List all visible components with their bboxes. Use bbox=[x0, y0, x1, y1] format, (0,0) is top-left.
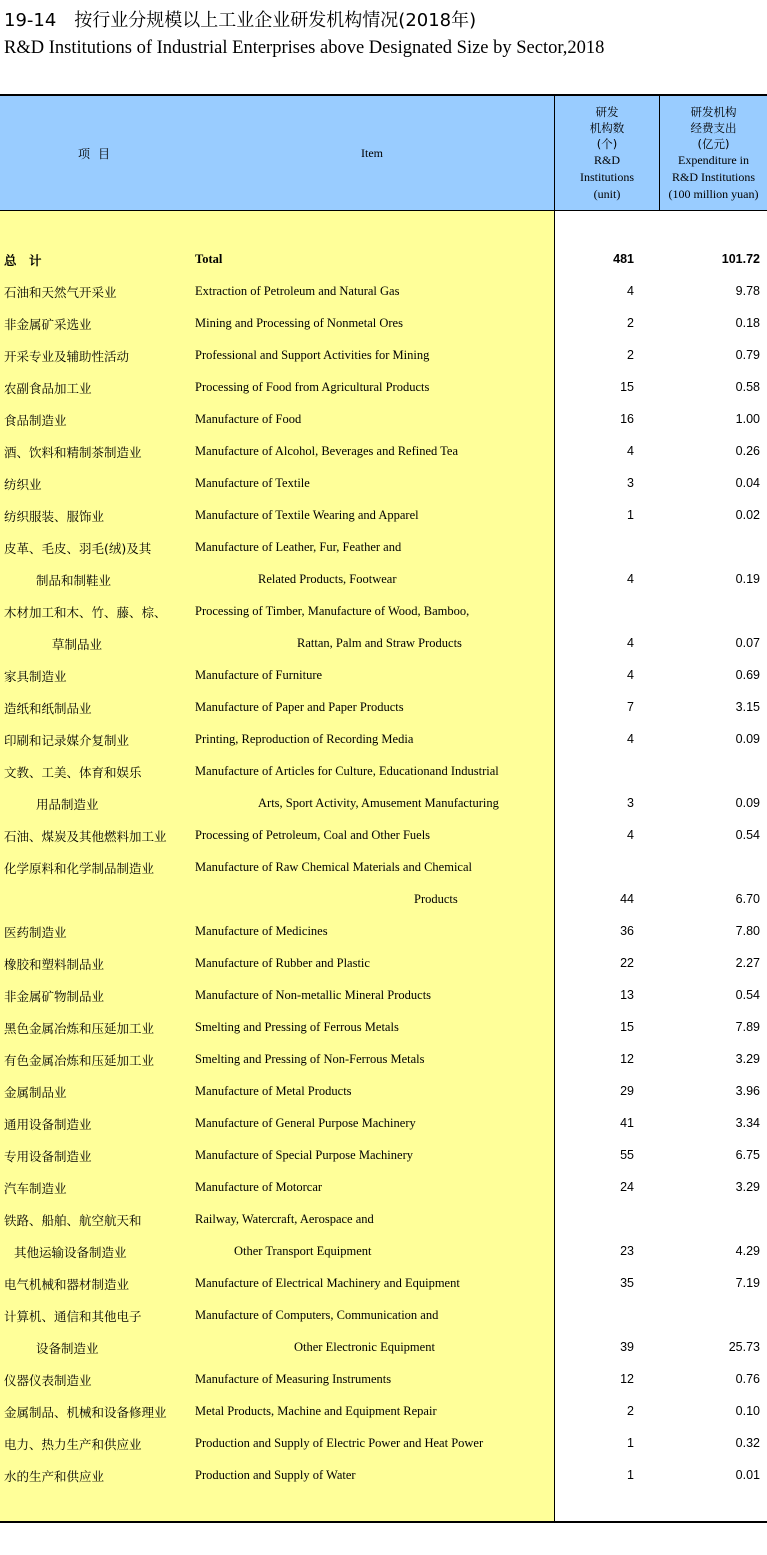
row-label-en: Manufacture of Textile Wearing and Apparel bbox=[195, 508, 419, 522]
row-label-en: Other Transport Equipment bbox=[234, 1244, 372, 1258]
expenditure-value: 4.29 bbox=[735, 1244, 760, 1258]
expenditure-value: 0.07 bbox=[735, 636, 760, 650]
row-label-en: Processing of Petroleum, Coal and Other Fuels bbox=[195, 828, 431, 842]
institutions-value: 4 bbox=[627, 572, 634, 586]
row-label-zh: 黑色金属冶炼和压延加工业 bbox=[4, 1021, 155, 1036]
row-label-en: Printing, Reproduction of Recording Media bbox=[195, 732, 414, 746]
table-row bbox=[0, 1083, 767, 1103]
row-label-zh: 用品制造业 bbox=[36, 797, 99, 812]
table-row bbox=[0, 1275, 767, 1295]
table-row bbox=[0, 795, 767, 815]
expenditure-value: 25.73 bbox=[728, 1340, 760, 1354]
row-label-en: Manufacture of Food bbox=[195, 412, 302, 426]
expenditure-value: 3.15 bbox=[735, 700, 760, 714]
table-row bbox=[0, 667, 767, 687]
institutions-value: 55 bbox=[620, 1148, 634, 1162]
table-row bbox=[0, 603, 767, 623]
row-label-en: Manufacture of Leather, Fur, Feather and bbox=[195, 540, 402, 554]
row-label-en: Products bbox=[414, 892, 458, 906]
row-label-en: Related Products, Footwear bbox=[258, 572, 397, 586]
row-label-zh: 橡胶和塑料制品业 bbox=[4, 957, 105, 972]
table-row bbox=[0, 507, 767, 527]
institutions-value: 44 bbox=[620, 892, 634, 906]
row-label-en: Manufacture of Electrical Machinery and Equipment bbox=[195, 1276, 460, 1290]
header-col1-line: R&D bbox=[593, 153, 620, 167]
row-label-zh: 其他运输设备制造业 bbox=[14, 1245, 127, 1260]
table-row bbox=[0, 1371, 767, 1391]
institutions-value: 41 bbox=[620, 1116, 634, 1130]
table-row bbox=[0, 1115, 767, 1135]
row-label-en: Extraction of Petroleum and Natural Gas bbox=[195, 284, 400, 298]
institutions-value: 1 bbox=[627, 508, 634, 522]
expenditure-value: 0.10 bbox=[735, 1404, 760, 1418]
header-col1-line: 研发 bbox=[595, 105, 619, 119]
row-label-en: Manufacture of Metal Products bbox=[195, 1084, 352, 1098]
expenditure-value: 0.01 bbox=[735, 1468, 760, 1482]
row-label-zh: 设备制造业 bbox=[36, 1341, 99, 1356]
institutions-value: 4 bbox=[627, 732, 634, 746]
table-row bbox=[0, 1307, 767, 1327]
table-row bbox=[0, 891, 767, 911]
expenditure-value: 0.69 bbox=[735, 668, 760, 682]
table-row bbox=[0, 1211, 767, 1231]
row-label-zh: 水的生产和供应业 bbox=[4, 1469, 105, 1484]
header-col2-line: 经费支出 bbox=[690, 121, 737, 135]
institutions-value: 7 bbox=[627, 700, 634, 714]
expenditure-value: 3.96 bbox=[735, 1084, 760, 1098]
institutions-value: 481 bbox=[613, 252, 634, 266]
header-col1-line: 机构数 bbox=[589, 121, 625, 135]
expenditure-value: 0.54 bbox=[735, 828, 760, 842]
row-label-zh: 汽车制造业 bbox=[4, 1181, 67, 1196]
expenditure-value: 0.09 bbox=[735, 796, 760, 810]
expenditure-value: 7.89 bbox=[735, 1020, 760, 1034]
row-label-zh: 农副食品加工业 bbox=[4, 381, 92, 396]
table-row bbox=[0, 1403, 767, 1423]
row-label-en: Production and Supply of Water bbox=[195, 1468, 356, 1482]
row-label-zh: 纺织业 bbox=[4, 477, 42, 492]
row-label-zh: 化学原料和化学制品制造业 bbox=[4, 861, 155, 876]
header-expenditure bbox=[660, 104, 767, 203]
expenditure-value: 0.79 bbox=[735, 348, 760, 362]
expenditure-value: 101.72 bbox=[721, 252, 760, 266]
header-item-en: Item bbox=[361, 146, 383, 160]
institutions-value: 1 bbox=[627, 1468, 634, 1482]
row-label-en: Manufacture of Articles for Culture, Educationand Industrial bbox=[195, 764, 499, 778]
row-label-zh: 印刷和记录媒介复制业 bbox=[4, 733, 130, 748]
row-label-zh: 皮革、毛皮、羽毛(绒)及其 bbox=[4, 541, 152, 556]
header-col1-line: Institutions bbox=[579, 170, 634, 184]
row-label-zh: 造纸和纸制品业 bbox=[4, 701, 92, 716]
institutions-value: 2 bbox=[627, 1404, 634, 1418]
row-label-zh: 石油和天然气开采业 bbox=[4, 285, 117, 300]
institutions-value: 12 bbox=[620, 1052, 634, 1066]
institutions-value: 4 bbox=[627, 828, 634, 842]
row-label-en: Processing of Timber, Manufacture of Wood, Bamboo, bbox=[195, 604, 470, 618]
table-row bbox=[0, 539, 767, 559]
institutions-value: 16 bbox=[620, 412, 634, 426]
row-label-en: Manufacture of Rubber and Plastic bbox=[195, 956, 370, 970]
institutions-value: 3 bbox=[627, 796, 634, 810]
row-label-en: Total bbox=[195, 252, 223, 266]
header-col2-line: (100 million yuan) bbox=[668, 187, 759, 201]
row-label-en: Manufacture of Furniture bbox=[195, 668, 323, 682]
header-institutions bbox=[555, 104, 659, 203]
row-label-en: Railway, Watercraft, Aerospace and bbox=[195, 1212, 374, 1226]
row-label-zh: 电气机械和器材制造业 bbox=[4, 1277, 130, 1292]
row-label-en: Manufacture of Alcohol, Beverages and Refined Tea bbox=[195, 444, 459, 458]
row-label-zh: 仪器仪表制造业 bbox=[4, 1373, 92, 1388]
row-label-en: Smelting and Pressing of Non-Ferrous Metals bbox=[195, 1052, 425, 1066]
row-label-en: Manufacture of Medicines bbox=[195, 924, 328, 938]
table-row bbox=[0, 955, 767, 975]
table-row bbox=[0, 923, 767, 943]
table-row bbox=[0, 1147, 767, 1167]
expenditure-value: 0.02 bbox=[735, 508, 760, 522]
expenditure-value: 3.29 bbox=[735, 1052, 760, 1066]
header-col1-line: (unit) bbox=[593, 187, 621, 201]
row-label-zh: 通用设备制造业 bbox=[4, 1117, 92, 1132]
table-row bbox=[0, 251, 767, 271]
table-row bbox=[0, 379, 767, 399]
header-rule bbox=[0, 210, 767, 211]
expenditure-value: 6.75 bbox=[735, 1148, 760, 1162]
row-label-en: Manufacture of Measuring Instruments bbox=[195, 1372, 392, 1386]
header-item-zh: 项目 bbox=[78, 147, 119, 161]
row-label-zh: 金属制品业 bbox=[4, 1085, 67, 1100]
table-row bbox=[0, 1179, 767, 1199]
row-label-en: Manufacture of Motorcar bbox=[195, 1180, 323, 1194]
institutions-value: 15 bbox=[620, 1020, 634, 1034]
table-row bbox=[0, 475, 767, 495]
row-label-zh: 总 计 bbox=[4, 253, 42, 268]
row-label-zh: 开采专业及辅助性活动 bbox=[4, 349, 130, 364]
header-col2-line: 研发机构 bbox=[690, 105, 737, 119]
row-label-en: Processing of Food from Agricultural Products bbox=[195, 380, 430, 394]
row-label-zh: 铁路、船舶、航空航天和 bbox=[4, 1213, 142, 1228]
expenditure-value: 0.19 bbox=[735, 572, 760, 586]
institutions-value: 24 bbox=[620, 1180, 634, 1194]
row-label-en: Arts, Sport Activity, Amusement Manufacturing bbox=[258, 796, 499, 810]
row-label-en: Metal Products, Machine and Equipment Repair bbox=[195, 1404, 437, 1418]
expenditure-value: 3.34 bbox=[735, 1116, 760, 1130]
institutions-value: 36 bbox=[620, 924, 634, 938]
row-label-zh: 文教、工美、体育和娱乐 bbox=[4, 765, 142, 780]
row-label-zh: 食品制造业 bbox=[4, 413, 67, 428]
table-row bbox=[0, 443, 767, 463]
expenditure-value: 0.18 bbox=[735, 316, 760, 330]
row-label-zh: 金属制品、机械和设备修理业 bbox=[4, 1405, 167, 1420]
row-label-en: Manufacture of Non-metallic Mineral Products bbox=[195, 988, 432, 1002]
row-label-en: Professional and Support Activities for Mining bbox=[195, 348, 430, 362]
table-row bbox=[0, 1339, 767, 1359]
institutions-value: 35 bbox=[620, 1276, 634, 1290]
table-row bbox=[0, 571, 767, 591]
institutions-value: 1 bbox=[627, 1436, 634, 1450]
table-row bbox=[0, 699, 767, 719]
table-row bbox=[0, 411, 767, 431]
expenditure-value: 0.04 bbox=[735, 476, 760, 490]
institutions-value: 4 bbox=[627, 444, 634, 458]
row-label-zh: 石油、煤炭及其他燃料加工业 bbox=[4, 829, 167, 844]
expenditure-value: 7.80 bbox=[735, 924, 760, 938]
expenditure-value: 0.58 bbox=[735, 380, 760, 394]
table-row bbox=[0, 1243, 767, 1263]
expenditure-value: 9.78 bbox=[735, 284, 760, 298]
row-label-en: Production and Supply of Electric Power and Heat Power bbox=[195, 1436, 484, 1450]
expenditure-value: 1.00 bbox=[735, 412, 760, 426]
row-label-en: Other Electronic Equipment bbox=[294, 1340, 435, 1354]
institutions-value: 12 bbox=[620, 1372, 634, 1386]
row-label-zh: 酒、饮料和精制茶制造业 bbox=[4, 445, 142, 460]
table-row bbox=[0, 1051, 767, 1071]
row-label-zh: 制品和制鞋业 bbox=[36, 573, 112, 588]
expenditure-value: 7.19 bbox=[735, 1276, 760, 1290]
table-row bbox=[0, 283, 767, 303]
expenditure-value: 0.32 bbox=[735, 1436, 760, 1450]
institutions-value: 13 bbox=[620, 988, 634, 1002]
institutions-value: 2 bbox=[627, 316, 634, 330]
institutions-value: 4 bbox=[627, 636, 634, 650]
row-label-en: Manufacture of Computers, Communication and bbox=[195, 1308, 439, 1322]
institutions-value: 23 bbox=[620, 1244, 634, 1258]
table-row bbox=[0, 347, 767, 367]
table-row bbox=[0, 763, 767, 783]
institutions-value: 4 bbox=[627, 284, 634, 298]
row-label-en: Mining and Processing of Nonmetal Ores bbox=[195, 316, 403, 330]
expenditure-value: 0.54 bbox=[735, 988, 760, 1002]
table-row bbox=[0, 1435, 767, 1455]
table-row bbox=[0, 859, 767, 879]
row-label-zh: 电力、热力生产和供应业 bbox=[4, 1437, 142, 1452]
expenditure-value: 6.70 bbox=[735, 892, 760, 906]
row-label-en: Rattan, Palm and Straw Products bbox=[297, 636, 462, 650]
institutions-value: 4 bbox=[627, 668, 634, 682]
row-label-zh: 木材加工和木、竹、藤、棕、 bbox=[4, 605, 167, 620]
header-col2-line: (亿元) bbox=[697, 137, 730, 151]
institutions-value: 3 bbox=[627, 476, 634, 490]
row-label-en: Manufacture of Paper and Paper Products bbox=[195, 700, 404, 714]
table-title-zh: 19-14 按行业分规模以上工业企业研发机构情况(2018年) bbox=[4, 10, 477, 31]
row-label-en: Manufacture of Special Purpose Machinery bbox=[195, 1148, 413, 1162]
row-label-zh: 有色金属冶炼和压延加工业 bbox=[4, 1053, 155, 1068]
row-label-en: Manufacture of Textile bbox=[195, 476, 310, 490]
row-label-zh: 非金属矿采选业 bbox=[4, 317, 92, 332]
row-label-en: Smelting and Pressing of Ferrous Metals bbox=[195, 1020, 399, 1034]
institutions-value: 22 bbox=[620, 956, 634, 970]
expenditure-value: 0.09 bbox=[735, 732, 760, 746]
table-row bbox=[0, 635, 767, 655]
row-label-zh: 纺织服装、服饰业 bbox=[4, 509, 105, 524]
bottom-rule bbox=[0, 1521, 767, 1523]
row-label-zh: 计算机、通信和其他电子 bbox=[4, 1309, 142, 1324]
row-label-zh: 专用设备制造业 bbox=[4, 1149, 92, 1164]
institutions-value: 15 bbox=[620, 380, 634, 394]
header-col2-line: Expenditure in bbox=[678, 153, 749, 167]
row-label-en: Manufacture of Raw Chemical Materials and Chemical bbox=[195, 860, 472, 874]
row-label-zh: 草制品业 bbox=[52, 637, 103, 652]
row-label-zh: 家具制造业 bbox=[4, 669, 67, 684]
expenditure-value: 0.26 bbox=[735, 444, 760, 458]
institutions-value: 39 bbox=[620, 1340, 634, 1354]
table-row bbox=[0, 987, 767, 1007]
table-title-en: R&D Institutions of Industrial Enterprises above Designated Size by Sector,2018 bbox=[4, 38, 605, 58]
row-label-en: Manufacture of General Purpose Machinery bbox=[195, 1116, 416, 1130]
row-label-zh: 医药制造业 bbox=[4, 925, 67, 940]
header-col1-line: (个) bbox=[596, 137, 618, 151]
table-row bbox=[0, 1019, 767, 1039]
table-row bbox=[0, 315, 767, 335]
expenditure-value: 3.29 bbox=[735, 1180, 760, 1194]
header-col2-line: R&D Institutions bbox=[671, 170, 755, 184]
table-row bbox=[0, 1467, 767, 1487]
expenditure-value: 0.76 bbox=[735, 1372, 760, 1386]
table-row bbox=[0, 731, 767, 751]
expenditure-value: 2.27 bbox=[735, 956, 760, 970]
institutions-value: 29 bbox=[620, 1084, 634, 1098]
row-label-zh: 非金属矿物制品业 bbox=[4, 989, 105, 1004]
table-row bbox=[0, 827, 767, 847]
institutions-value: 2 bbox=[627, 348, 634, 362]
